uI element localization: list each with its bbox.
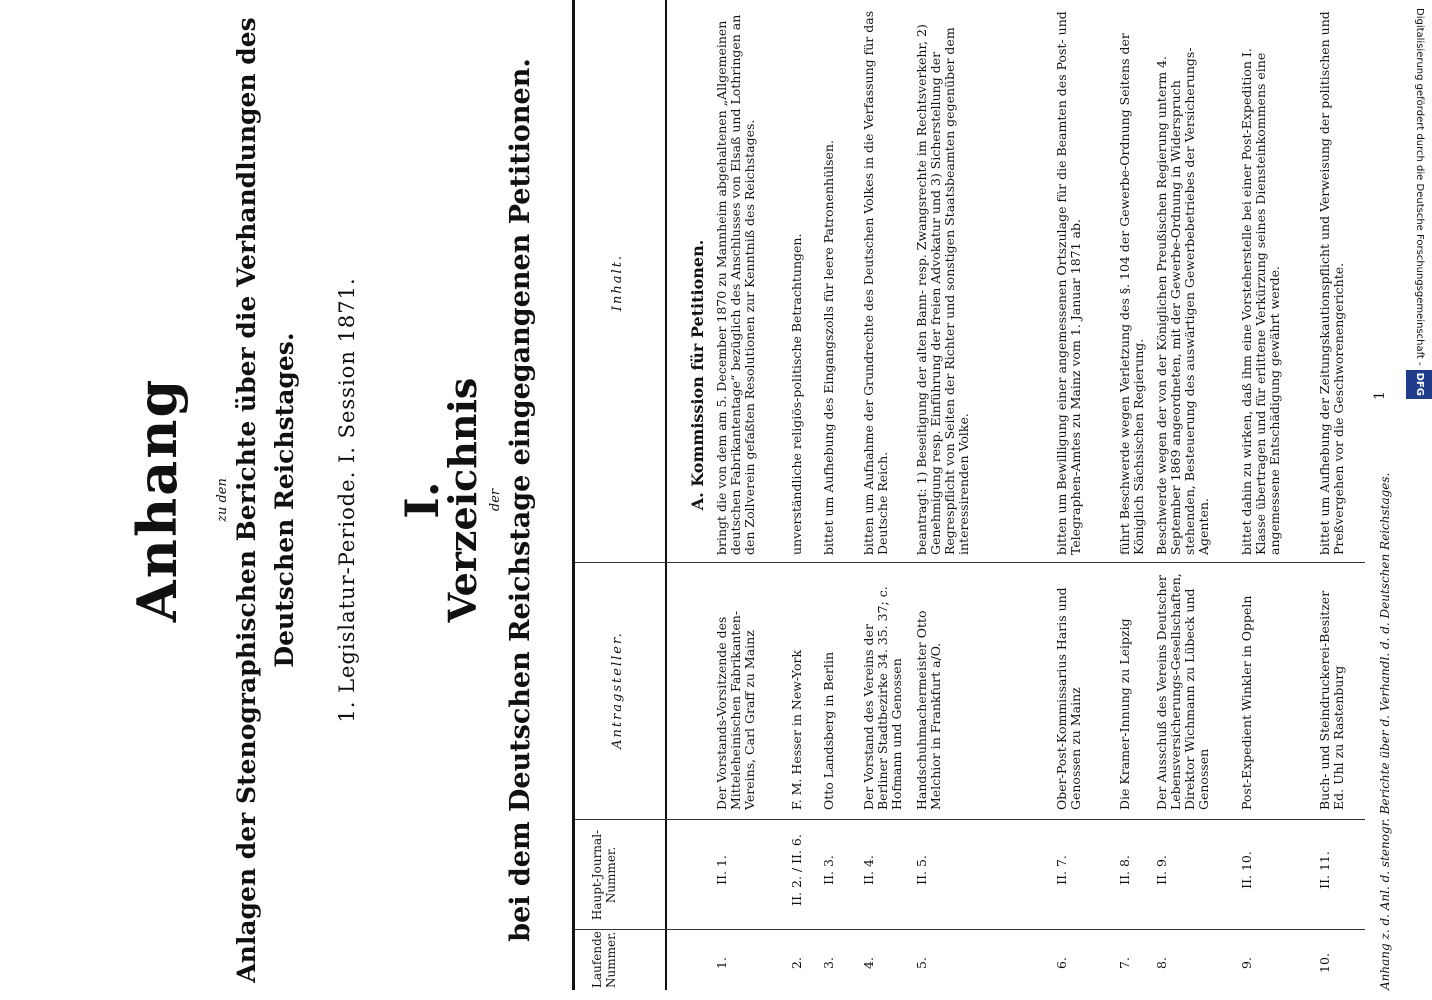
row-number: 8. [1154, 957, 1169, 969]
journal-number: II. 9. [1154, 855, 1169, 885]
journal-number: II. 4. [861, 855, 876, 885]
section-heading: A. Kommission für Petitionen. [688, 239, 707, 511]
petition-content: bitten um Aufnahme der Grundrechte des Deutschen Volkes in die Verfassung für das Deutsche Reich. [861, 10, 890, 555]
header-line-4: bei dem Deutschen Reichstage eingegangenen Petitionen. [505, 58, 536, 942]
journal-number: II. 7. [1054, 855, 1069, 885]
journal-number: II. 2. / II. 6. [789, 834, 804, 906]
petitioner: Der Vorstands-Vorsitzende des Mitteleheinischen Fabrikanten-Vereins, Carl Graff zu Mainz [714, 610, 757, 810]
journal-number: II. 8. [1117, 855, 1132, 885]
column-header-laufende-nummer: Laufende Nummer. [590, 931, 618, 988]
row-number: 7. [1117, 957, 1132, 969]
row-number: 10. [1317, 953, 1332, 973]
petition-content: beantragt: 1) Beseitigung der alten Bann- resp. Zwangsrechte im Rechtsverkehr, 2) Genehmigung resp. Einführung der freien Advokatur und 3) Sicherstellung der Regrespflicht von Seiten der Richter und sonstigen Staatsbeamten gegenüber dem interessirenden Volke. [914, 24, 971, 555]
header-line-2: Deutschen Reichstages. [270, 332, 299, 668]
table-header-rule [665, 0, 667, 990]
petitioner: Ober-Post-Kommissarius Haris und Genossen zu Mainz [1054, 587, 1083, 810]
petition-content: bittet dahin zu wirken, daß ihm eine Vorsteherstelle bei einer Post-Expedition I. Klasse übertragen und für erlittene Verkürzung seines Diensteinkommens eine angemessene Entschädigung gewährt werde. [1239, 48, 1282, 555]
petition-content: unverständliche religiös-politische Betrachtungen. [789, 233, 804, 555]
petitioner: Handschuhmachermeister Otto Melchior in Frankfurt a/O. [914, 610, 943, 810]
row-number: 5. [914, 957, 929, 969]
row-number: 2. [789, 957, 804, 969]
page-number: 1 [1372, 391, 1388, 400]
page-footer: Anhang z. d. Anl. d. stenogr. Berichte über d. Verhandl. d. d. Deutschen Reichstages. [1378, 472, 1392, 990]
header-der: der [488, 488, 503, 512]
header-zu-den: zu den [215, 478, 230, 522]
petitioner: Post-Expedient Winkler in Oppeln [1239, 595, 1254, 810]
document-title: Anhang [125, 377, 189, 623]
petition-content: führt Beschwerde wegen Verletzung des §. 104 der Gewerbe-Ordnung Seitens der Königlich Sächsischen Regierung. [1117, 33, 1146, 555]
journal-number: II. 5. [914, 855, 929, 885]
petitioner: F. M. Hesser in New-York [789, 649, 804, 810]
column-header-inhalt: Inhalt. [610, 253, 625, 312]
petitioner: Der Vorstand des Vereins der Berliner Stadtbezirke 34. 35. 37; c. Hofmann und Genossen [861, 586, 904, 810]
journal-number: II. 11. [1317, 851, 1332, 889]
row-number: 1. [714, 957, 729, 969]
row-number: 9. [1239, 957, 1254, 969]
petition-content: bitten um Bewilligung einer angemessenen Ortszulage für die Beamten des Post- und Telegraphen-Amtes zu Mainz vom 1. Januar 1871 ab. [1054, 11, 1083, 555]
petitioner: Otto Landsberg in Berlin [821, 652, 836, 810]
petition-content: bringt die von dem am 5. December 1870 zu Mannheim abgehaltenen „Allgemeinen deutschen Fabrikantentage“ bezüglich des Anschlusses von Elsaß und Lothringen an den Zollverein gefaßten Resolutionen zur Kenntniß des Reichstages. [714, 14, 757, 555]
petitioner: Der Ausschuß des Vereins Deutscher Lebensversicherungs-Gesellschaften, Direktor Wichmann zu Lübeck und Genossen [1154, 573, 1211, 810]
dfg-logo-badge: DFG [1406, 370, 1432, 399]
journal-number: II. 3. [821, 855, 836, 885]
table-top-rule [572, 0, 575, 990]
petition-content: bittet um Aufhebung der Zeitungskautionspflicht und Verweisung der politischen und Preßvergehen vor die Geschworenengerichte. [1317, 11, 1346, 555]
row-number: 4. [861, 957, 876, 969]
column-header-journal-nummer: Haupt-Journal-Nummer. [590, 829, 618, 921]
row-number: 6. [1054, 957, 1069, 969]
column-divider [575, 819, 1365, 820]
digitization-credit [1406, 8, 1432, 988]
section-roman-numeral: I. [395, 481, 449, 519]
petition-content: bittet um Aufhebung des Eingangszolls für leere Patronenhülsen. [821, 140, 836, 555]
column-header-antragsteller: Antragsteller. [610, 631, 625, 749]
header-line-1: Anlagen der Stenographischen Berichte über die Verhandlungen des [232, 17, 261, 983]
row-number: 3. [821, 957, 836, 969]
journal-number: II. 1. [714, 855, 729, 885]
petitioner: Die Kramer-Innung zu Leipzig [1117, 618, 1132, 810]
verzeichnis-heading: Verzeichnis [440, 377, 485, 623]
petitioner: Buch- und Steindruckerei-Besitzer Ed. Uhl zu Rastenburg [1317, 590, 1346, 810]
credit-text: Digitalisierung gefördert durch die Deutsche Forschungsgemeinschaft - [1414, 8, 1425, 366]
journal-number: II. 10. [1239, 851, 1254, 889]
petition-content: Beschwerde wegen der von der Königlichen Preußischen Regierung unterm 4. September 1869 angeordneten, mit der Gewerbe-Ordnung in Widerspruch stehenden, Besteuerung des auswärtigen Gewerbebetriebes der Versicherungs-Agenten. [1154, 47, 1211, 555]
column-divider [575, 929, 1365, 930]
session-line: 1. Legislatur-Periode. I. Session 1871. [335, 277, 359, 723]
